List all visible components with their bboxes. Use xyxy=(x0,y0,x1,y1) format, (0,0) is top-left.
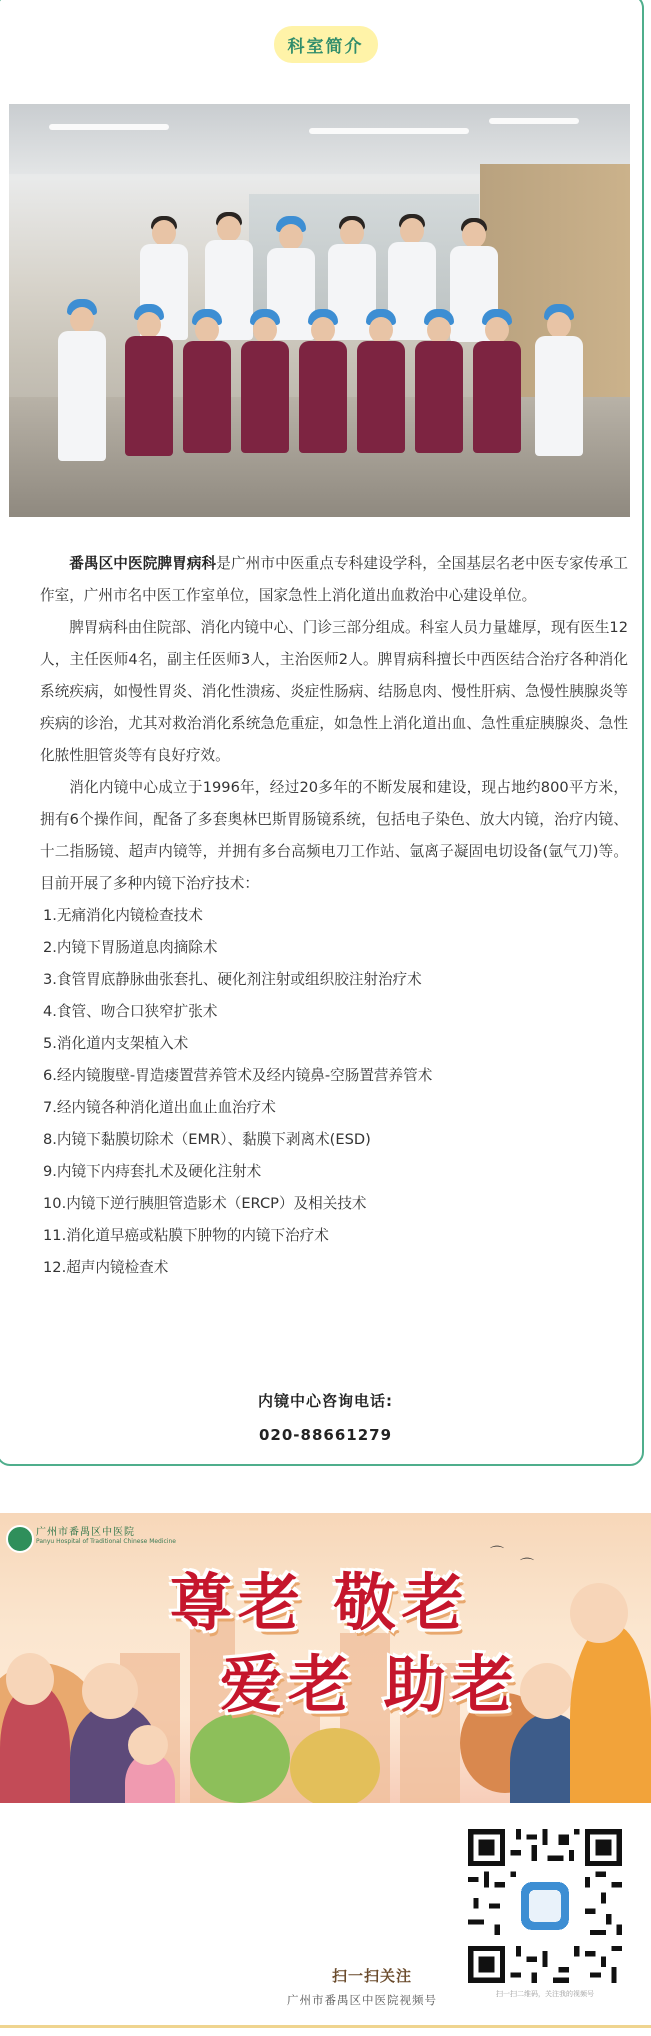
list-item: 7.经内镜各种消化道出血止血治疗术 xyxy=(43,1099,276,1116)
technique-list xyxy=(40,900,628,1284)
team-photo xyxy=(9,104,630,517)
hospital-logo-text: 广州市番禺区中医院 xyxy=(36,1527,135,1538)
banner-headline-2: 爱老 助老 xyxy=(220,1648,520,1721)
divider xyxy=(0,2025,651,2028)
department-name: 番禺区中医院脾胃病科 xyxy=(69,555,217,572)
list-item: 6.经内镜腹壁-胃造瘘置营养管术及经内镜鼻-空肠置营养管术 xyxy=(43,1067,433,1084)
contact-phone[interactable]: 020-88661279 xyxy=(258,1426,393,1444)
list-item: 12.超声内镜检查术 xyxy=(43,1259,169,1276)
list-item: 8.内镜下黏膜切除术（EMR）、黏膜下剥离术(ESD) xyxy=(43,1131,371,1148)
list-item: 2.内镜下胃肠道息肉摘除术 xyxy=(43,939,218,956)
contact-info xyxy=(0,1384,651,1452)
list-item: 1.无痛消化内镜检查技术 xyxy=(43,907,203,924)
list-item: 5.消化道内支架植入术 xyxy=(43,1035,189,1052)
list-item: 10.内镜下逆行胰胆管造影术（ERCP）及相关技术 xyxy=(43,1195,367,1212)
qr-caption: 扫一扫二维码，关注我的视频号 xyxy=(496,1990,594,1998)
list-item: 3.食管胃底静脉曲张套扎、硬化剂注射或组织胶注射治疗术 xyxy=(43,971,422,988)
footer xyxy=(0,1803,651,2036)
list-item: 11.消化道早癌或粘膜下肿物的内镜下治疗术 xyxy=(43,1227,329,1244)
bird-icon: ⌒ xyxy=(490,1546,504,1562)
intro-paragraph-3: 消化内镜中心成立于1996年，经过20多年的不断发展和建设，现占地约800平方米，拥有6个操作间，配备了多套奥林巴斯胃肠镜系统，包括电子染色、放大内镜，治疗内镜、十二指肠镜、超声内镜等，并拥有多台高频电刀工作站、氩离子凝固电切设备(氩气刀)等。目前开展了多种内镜下治疗技术： xyxy=(40,779,629,892)
qr-code[interactable] xyxy=(468,1829,622,1983)
respect-elderly-banner xyxy=(0,1513,651,1803)
banner-headline-1: 尊老 敬老 xyxy=(170,1566,470,1639)
hospital-logo-icon xyxy=(6,1525,34,1553)
account-name: 广州市番禺区中医院视频号 xyxy=(287,1993,437,2007)
list-item: 4.食管、吻合口狭窄扩张术 xyxy=(43,1003,218,1020)
young-man-illustration xyxy=(570,1623,651,1803)
intro-paragraph-2: 脾胃病科由住院部、消化内镜中心、门诊三部分组成。科室人员力量雄厚，现有医生12人，主任医师4名，副主任医师3人，主治医师2人。脾胃病科擅长中西医结合治疗各种消化系统疾病，如慢性胃炎、消化性溃疡、炎症性肠病、结肠息肉、慢性肝病、急慢性胰腺炎等疾病的诊治，尤其对救治消化系统急危重症，如急性上消化道出血、急性重症胰腺炎、急性化脓性胆管炎等有良好疗效。 xyxy=(40,619,628,764)
follow-label: 扫一扫关注 xyxy=(322,1965,422,1986)
bird-icon: ⌒ xyxy=(520,1558,534,1574)
intro-paragraph-1: 番禺区中医院脾胃病科是广州市中医重点专科建设学科，全国基层名老中医专家传承工作室，广州市名中医工作室单位，国家急性上消化道出血救治中心建设单位。 xyxy=(40,555,628,604)
hospital-logo-subtitle: Panyu Hospital of Traditional Chinese Medicine xyxy=(36,1538,176,1545)
list-item: 9.内镜下内痔套扎术及硬化注射术 xyxy=(43,1163,262,1180)
section-title: 科室简介 xyxy=(274,26,378,63)
section-header xyxy=(0,26,651,63)
department-intro xyxy=(40,548,628,1284)
contact-label: 内镜中心咨询电话: xyxy=(258,1392,393,1410)
